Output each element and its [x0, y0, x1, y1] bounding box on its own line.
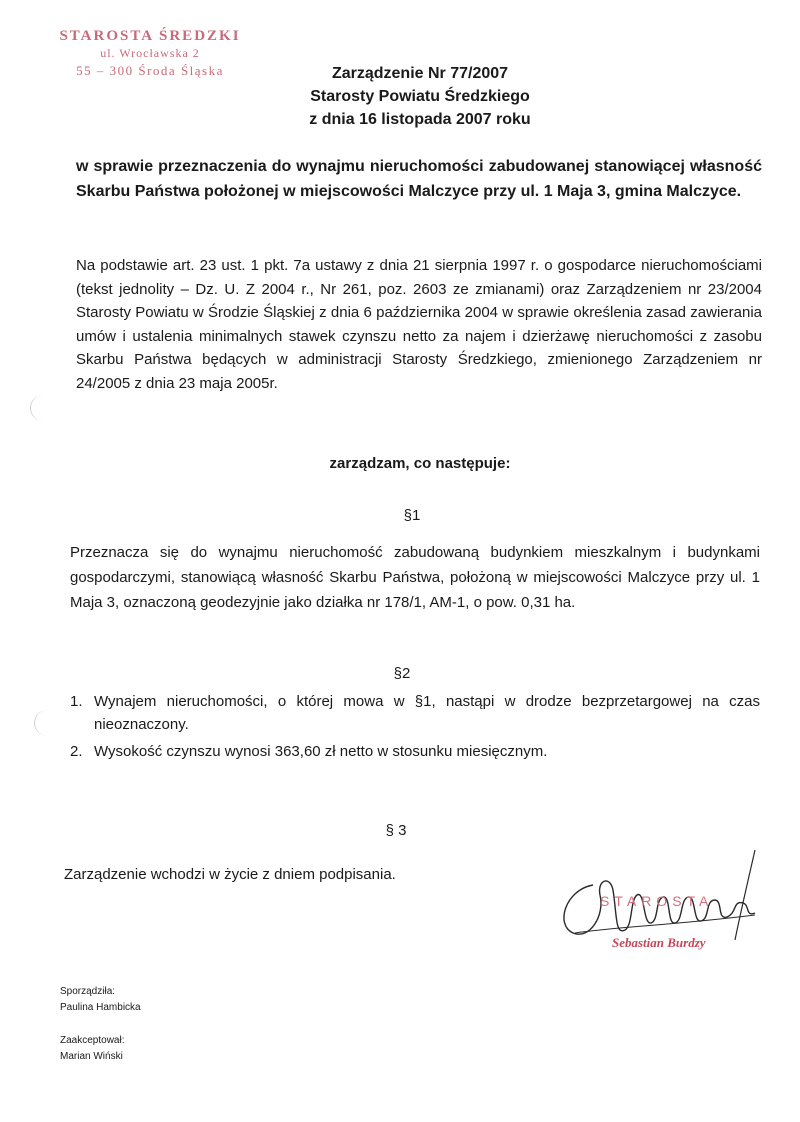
prepared-by-label: Sporządziła: [60, 986, 116, 997]
document-date: z dnia 16 listopada 2007 roku [309, 111, 531, 128]
section-1-text: Przeznacza się do wynajmu nieruchomość zabudowaną budynkiem mieszkalnym i budynkami gospodarczymi, stanowiącą własność Skarbu Państwa, położoną w miejscowości Malczyce przy ul. 1 Maja 3, oznaczoną geodezyjnie jako działka nr 178/1, AM-1, o pow. 0,31 ha. [70, 544, 760, 611]
handwritten-signature [555, 845, 775, 975]
list-item-number: 2. [70, 743, 83, 760]
stamp-line-3: 55 – 300 Środa Śląska [76, 63, 224, 78]
document-title: Zarządzenie Nr 77/2007 [331, 65, 509, 82]
list-item [70, 690, 760, 736]
stamp-line-1: STAROSTA ŚREDZKI [59, 28, 241, 44]
decree-heading: zarządzam, co następuje: [329, 455, 511, 472]
signature-stamp-name: Sebastian Burdzy [612, 935, 706, 950]
document-header [250, 62, 590, 131]
signature-stamp-title: STAROSTA [600, 893, 714, 909]
accepted-by-name: Marian Wiński [60, 1051, 123, 1062]
prepared-by [60, 984, 141, 1016]
stamp-line-2: ul. Wrocławska 2 [100, 46, 200, 60]
accepted-by [60, 1033, 124, 1065]
section-3-mark: § 3 [385, 822, 407, 839]
list-item-text: Wysokość czynszu wynosi 363,60 zł netto w stosunku miesięcznym. [94, 743, 548, 760]
section-3-text: Zarządzenie wchodzi w życie z dniem podpisania. [64, 866, 396, 883]
punch-hole-mark [34, 710, 61, 736]
document-issuer: Starosty Powiatu Średzkiego [310, 88, 530, 105]
prepared-by-name: Paulina Hambicka [60, 1002, 141, 1013]
list-item-number: 1. [70, 693, 83, 710]
office-stamp [40, 28, 260, 79]
legal-basis-paragraph: Na podstawie art. 23 ust. 1 pkt. 7a ustawy z dnia 21 sierpnia 1997 r. o gospodarce nieruchomościami (tekst jednolity – Dz. U. Z 2004 r., Nr 261, poz. 2603 ze zmianami) oraz Zarządzeniem nr 23/2004 Starosty Powiatu w Środzie Śląskiej z dnia 6 października 2004 w sprawie określenia zasad zawierania umów i ustalenia minimalnych stawek czynszu netto za najem i dzierżawę nieruchomości z zasobu Skarbu Państwa będących w administracji Starosty Średzkiego, zmienionego Zarządzeniem nr 24/2005 z dnia 23 maja 2005r. [76, 257, 762, 392]
accepted-by-label: Zaakceptował: [60, 1035, 125, 1046]
section-1-mark: §1 [403, 507, 421, 524]
signature-scribble [555, 845, 775, 975]
document-subject: w sprawie przeznaczenia do wynajmu nieruchomości zabudowanej stanowiącej własność Skarbu Państwa położonej w miejscowości Malczyce przy ul. 1 Maja 3, gmina Malczyce. [76, 158, 762, 200]
section-2-list [70, 690, 760, 763]
list-item-text: Wynajem nieruchomości, o której mowa w §1, nastąpi w drodze bezprzetargowej na czas nieoznaczony. [94, 693, 760, 733]
list-item [70, 740, 760, 763]
section-2-mark: §2 [393, 665, 411, 682]
punch-hole-mark [30, 395, 57, 421]
